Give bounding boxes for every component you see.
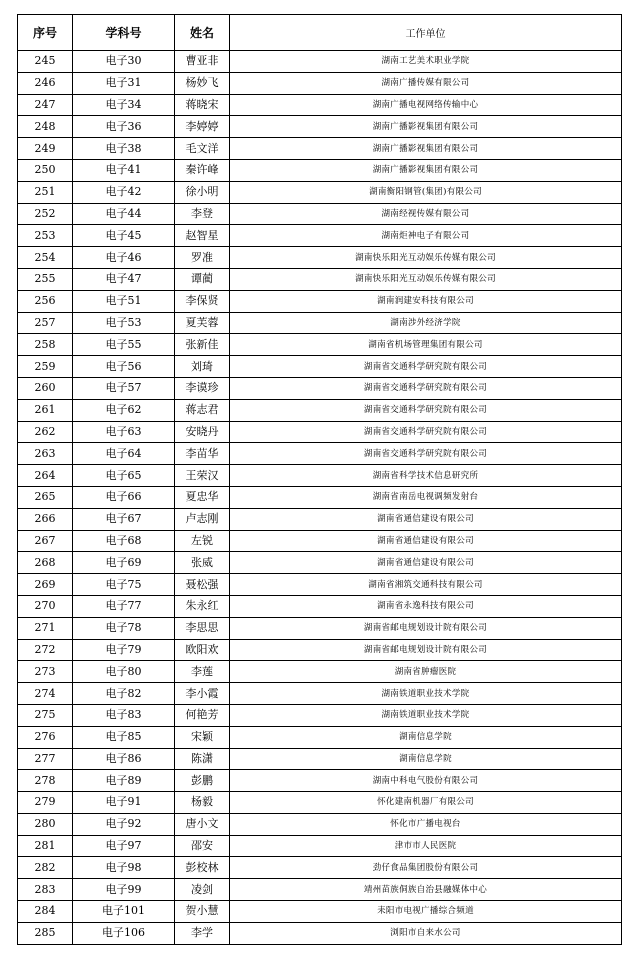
- cell-employer: 湖南广播影视集团有限公司: [230, 138, 622, 160]
- header-employer: 工作单位: [230, 15, 622, 51]
- cell-seq: 246: [18, 72, 73, 94]
- cell-subject-code: 电子41: [73, 159, 175, 181]
- table-row: [18, 290, 622, 312]
- cell-employer: 湖南衡阳钢管(集团)有限公司: [230, 181, 622, 203]
- cell-employer: 湖南快乐阳光互动娱乐传媒有限公司: [230, 247, 622, 269]
- cell-subject-code: 电子101: [73, 901, 175, 923]
- cell-subject-code: 电子78: [73, 617, 175, 639]
- cell-seq: 268: [18, 552, 73, 574]
- cell-employer: 湖南信息学院: [230, 726, 622, 748]
- cell-seq: 259: [18, 356, 73, 378]
- table-row: [18, 334, 622, 356]
- table-row: [18, 94, 622, 116]
- cell-seq: 262: [18, 421, 73, 443]
- cell-name: 李谟珍: [175, 377, 230, 399]
- table-row: [18, 203, 622, 225]
- cell-employer: 湖南广播传媒有限公司: [230, 72, 622, 94]
- table-row: [18, 922, 622, 944]
- table-row: [18, 857, 622, 879]
- cell-seq: 270: [18, 595, 73, 617]
- cell-seq: 249: [18, 138, 73, 160]
- cell-subject-code: 电子75: [73, 574, 175, 596]
- cell-employer: 湖南省通信建设有限公司: [230, 530, 622, 552]
- cell-employer: 湖南中科电气股份有限公司: [230, 770, 622, 792]
- cell-subject-code: 电子69: [73, 552, 175, 574]
- cell-subject-code: 电子57: [73, 377, 175, 399]
- cell-subject-code: 电子53: [73, 312, 175, 334]
- cell-subject-code: 电子80: [73, 661, 175, 683]
- cell-subject-code: 电子83: [73, 704, 175, 726]
- cell-subject-code: 电子44: [73, 203, 175, 225]
- cell-seq: 263: [18, 443, 73, 465]
- table-row: [18, 181, 622, 203]
- table-row: [18, 508, 622, 530]
- cell-seq: 283: [18, 879, 73, 901]
- table-row: [18, 661, 622, 683]
- table-row: [18, 704, 622, 726]
- cell-name: 李小霞: [175, 683, 230, 705]
- cell-name: 左锐: [175, 530, 230, 552]
- cell-name: 彭校林: [175, 857, 230, 879]
- table-row: [18, 683, 622, 705]
- cell-subject-code: 电子36: [73, 116, 175, 138]
- cell-subject-code: 电子106: [73, 922, 175, 944]
- cell-seq: 252: [18, 203, 73, 225]
- cell-subject-code: 电子63: [73, 421, 175, 443]
- cell-subject-code: 电子47: [73, 268, 175, 290]
- cell-employer: 湖南省交通科学研究院有限公司: [230, 399, 622, 421]
- cell-name: 宋颖: [175, 726, 230, 748]
- cell-name: 李思思: [175, 617, 230, 639]
- cell-seq: 272: [18, 639, 73, 661]
- cell-employer: 湖南省通信建设有限公司: [230, 552, 622, 574]
- table-row: [18, 116, 622, 138]
- cell-subject-code: 电子56: [73, 356, 175, 378]
- cell-name: 杨妙飞: [175, 72, 230, 94]
- table-row: [18, 770, 622, 792]
- table-row: [18, 574, 622, 596]
- table-row: [18, 51, 622, 73]
- cell-seq: 269: [18, 574, 73, 596]
- cell-seq: 250: [18, 159, 73, 181]
- cell-seq: 278: [18, 770, 73, 792]
- cell-subject-code: 电子85: [73, 726, 175, 748]
- cell-employer: 湖南省肿瘤医院: [230, 661, 622, 683]
- cell-subject-code: 电子97: [73, 835, 175, 857]
- header-name: 姓名: [175, 15, 230, 51]
- cell-name: 谭蔺: [175, 268, 230, 290]
- cell-seq: 265: [18, 486, 73, 508]
- cell-employer: 湖南铁道职业技术学院: [230, 683, 622, 705]
- cell-subject-code: 电子79: [73, 639, 175, 661]
- cell-name: 秦许峰: [175, 159, 230, 181]
- cell-seq: 277: [18, 748, 73, 770]
- cell-name: 徐小明: [175, 181, 230, 203]
- table-row: [18, 835, 622, 857]
- cell-employer: 怀化建南机器厂有限公司: [230, 792, 622, 814]
- cell-employer: 湖南广播影视集团有限公司: [230, 116, 622, 138]
- cell-employer: 湖南铁道职业技术学院: [230, 704, 622, 726]
- cell-employer: 湖南省永逸科技有限公司: [230, 595, 622, 617]
- cell-seq: 245: [18, 51, 73, 73]
- table-row: [18, 595, 622, 617]
- cell-subject-code: 电子91: [73, 792, 175, 814]
- cell-subject-code: 电子46: [73, 247, 175, 269]
- cell-employer: 湖南省交通科学研究院有限公司: [230, 377, 622, 399]
- cell-subject-code: 电子55: [73, 334, 175, 356]
- cell-subject-code: 电子82: [73, 683, 175, 705]
- cell-subject-code: 电子67: [73, 508, 175, 530]
- cell-name: 夏忠华: [175, 486, 230, 508]
- cell-subject-code: 电子64: [73, 443, 175, 465]
- cell-name: 王荣汉: [175, 465, 230, 487]
- cell-seq: 261: [18, 399, 73, 421]
- cell-seq: 258: [18, 334, 73, 356]
- cell-name: 蒋志君: [175, 399, 230, 421]
- cell-employer: 湖南涉外经济学院: [230, 312, 622, 334]
- table-row: [18, 465, 622, 487]
- header-seq: 序号: [18, 15, 73, 51]
- cell-seq: 253: [18, 225, 73, 247]
- cell-name: 何艳芳: [175, 704, 230, 726]
- cell-employer: 湖南省科学技术信息研究所: [230, 465, 622, 487]
- cell-employer: 湖南广播电视网络传输中心: [230, 94, 622, 116]
- cell-employer: 湖南省通信建设有限公司: [230, 508, 622, 530]
- cell-seq: 284: [18, 901, 73, 923]
- cell-name: 唐小文: [175, 813, 230, 835]
- cell-seq: 257: [18, 312, 73, 334]
- roster-table: [17, 14, 622, 945]
- cell-subject-code: 电子45: [73, 225, 175, 247]
- cell-subject-code: 电子66: [73, 486, 175, 508]
- cell-seq: 273: [18, 661, 73, 683]
- cell-employer: 怀化市广播电视台: [230, 813, 622, 835]
- cell-employer: 湖南炬神电子有限公司: [230, 225, 622, 247]
- cell-name: 曹亚非: [175, 51, 230, 73]
- cell-subject-code: 电子68: [73, 530, 175, 552]
- cell-seq: 282: [18, 857, 73, 879]
- cell-seq: 266: [18, 508, 73, 530]
- table-row: [18, 159, 622, 181]
- table-row: [18, 377, 622, 399]
- cell-name: 蒋晓宋: [175, 94, 230, 116]
- table-row: [18, 443, 622, 465]
- cell-seq: 271: [18, 617, 73, 639]
- cell-subject-code: 电子92: [73, 813, 175, 835]
- table-row: [18, 901, 622, 923]
- table-row: [18, 639, 622, 661]
- table-row: [18, 726, 622, 748]
- cell-seq: 248: [18, 116, 73, 138]
- cell-employer: 湖南省机场管理集团有限公司: [230, 334, 622, 356]
- cell-name: 安晓丹: [175, 421, 230, 443]
- cell-name: 李保贤: [175, 290, 230, 312]
- cell-subject-code: 电子31: [73, 72, 175, 94]
- cell-subject-code: 电子38: [73, 138, 175, 160]
- cell-seq: 267: [18, 530, 73, 552]
- table-row: [18, 748, 622, 770]
- cell-name: 欧阳欢: [175, 639, 230, 661]
- cell-employer: 湖南省湘筑交通科技有限公司: [230, 574, 622, 596]
- cell-employer: 湖南省交通科学研究院有限公司: [230, 421, 622, 443]
- cell-name: 夏芙蓉: [175, 312, 230, 334]
- cell-employer: 湖南广播影视集团有限公司: [230, 159, 622, 181]
- table-row: [18, 617, 622, 639]
- cell-name: 朱永红: [175, 595, 230, 617]
- cell-employer: 劲仔食品集团股份有限公司: [230, 857, 622, 879]
- cell-employer: 湖南润建安科技有限公司: [230, 290, 622, 312]
- cell-name: 邵安: [175, 835, 230, 857]
- table-row: [18, 312, 622, 334]
- cell-name: 李苗华: [175, 443, 230, 465]
- cell-seq: 247: [18, 94, 73, 116]
- cell-name: 李登: [175, 203, 230, 225]
- cell-name: 贺小慧: [175, 901, 230, 923]
- table-row: [18, 792, 622, 814]
- cell-employer: 湖南工艺美术职业学院: [230, 51, 622, 73]
- cell-employer: 浏阳市自来水公司: [230, 922, 622, 944]
- cell-seq: 276: [18, 726, 73, 748]
- header-row: [18, 15, 622, 51]
- cell-name: 杨毅: [175, 792, 230, 814]
- cell-subject-code: 电子89: [73, 770, 175, 792]
- cell-subject-code: 电子98: [73, 857, 175, 879]
- table-row: [18, 530, 622, 552]
- cell-employer: 湖南信息学院: [230, 748, 622, 770]
- table-row: [18, 879, 622, 901]
- cell-name: 赵智星: [175, 225, 230, 247]
- cell-employer: 湖南经视传媒有限公司: [230, 203, 622, 225]
- cell-name: 张威: [175, 552, 230, 574]
- cell-subject-code: 电子30: [73, 51, 175, 73]
- cell-name: 李莲: [175, 661, 230, 683]
- cell-seq: 251: [18, 181, 73, 203]
- cell-seq: 264: [18, 465, 73, 487]
- cell-seq: 279: [18, 792, 73, 814]
- cell-name: 卢志刚: [175, 508, 230, 530]
- cell-seq: 285: [18, 922, 73, 944]
- table-row: [18, 268, 622, 290]
- table-row: [18, 399, 622, 421]
- table-row: [18, 552, 622, 574]
- cell-seq: 256: [18, 290, 73, 312]
- cell-subject-code: 电子42: [73, 181, 175, 203]
- cell-name: 毛文洋: [175, 138, 230, 160]
- cell-subject-code: 电子99: [73, 879, 175, 901]
- cell-employer: 湖南省邮电规划设计院有限公司: [230, 617, 622, 639]
- cell-subject-code: 电子62: [73, 399, 175, 421]
- cell-seq: 275: [18, 704, 73, 726]
- table-row: [18, 138, 622, 160]
- table-row: [18, 486, 622, 508]
- cell-subject-code: 电子65: [73, 465, 175, 487]
- cell-employer: 湖南快乐阳光互动娱乐传媒有限公司: [230, 268, 622, 290]
- cell-seq: 280: [18, 813, 73, 835]
- table-row: [18, 421, 622, 443]
- table-row: [18, 813, 622, 835]
- cell-subject-code: 电子86: [73, 748, 175, 770]
- cell-name: 罗准: [175, 247, 230, 269]
- cell-employer: 耒阳市电视广播综合频道: [230, 901, 622, 923]
- cell-subject-code: 电子51: [73, 290, 175, 312]
- table-body: [18, 51, 622, 945]
- cell-name: 李学: [175, 922, 230, 944]
- cell-name: 张新佳: [175, 334, 230, 356]
- header-subject-code: 学科号: [73, 15, 175, 51]
- cell-employer: 湖南省交通科学研究院有限公司: [230, 443, 622, 465]
- table-row: [18, 72, 622, 94]
- cell-employer: 湖南省南岳电视调频发射台: [230, 486, 622, 508]
- cell-employer: 湖南省交通科学研究院有限公司: [230, 356, 622, 378]
- cell-employer: 湖南省邮电规划设计院有限公司: [230, 639, 622, 661]
- table-row: [18, 356, 622, 378]
- cell-seq: 281: [18, 835, 73, 857]
- cell-subject-code: 电子34: [73, 94, 175, 116]
- cell-seq: 260: [18, 377, 73, 399]
- cell-name: 凌剑: [175, 879, 230, 901]
- cell-seq: 254: [18, 247, 73, 269]
- table-header: [18, 15, 622, 51]
- cell-name: 李婷婷: [175, 116, 230, 138]
- cell-employer: 津市市人民医院: [230, 835, 622, 857]
- table-row: [18, 225, 622, 247]
- cell-employer: 靖州苗族侗族自治县融媒体中心: [230, 879, 622, 901]
- cell-seq: 255: [18, 268, 73, 290]
- table-row: [18, 247, 622, 269]
- cell-name: 刘琦: [175, 356, 230, 378]
- cell-subject-code: 电子77: [73, 595, 175, 617]
- cell-name: 陈潇: [175, 748, 230, 770]
- cell-name: 聂松强: [175, 574, 230, 596]
- cell-seq: 274: [18, 683, 73, 705]
- cell-name: 彭鹏: [175, 770, 230, 792]
